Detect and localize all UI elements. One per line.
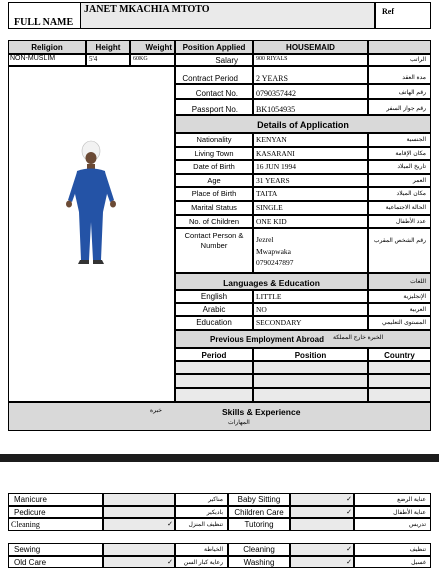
- detail-row-ar: العمر: [368, 174, 431, 188]
- detail-row-value: KENYAN: [253, 133, 368, 147]
- height-value: 5'4: [86, 54, 130, 66]
- skill-name-ar: عناية الأطفال: [354, 506, 431, 519]
- detail-row-value: TAITA: [253, 187, 368, 201]
- applicant-name: JANET MKACHIA MTOTO: [84, 4, 210, 15]
- religion-value: NON-MUSLIM: [8, 54, 86, 66]
- detail-row-ar: الجنسية: [368, 133, 431, 147]
- skill-tick: ✓: [103, 518, 175, 531]
- skill-tick: ✓: [290, 543, 354, 556]
- skill-name: Baby Sitting: [228, 493, 290, 506]
- employment-period-cell: [175, 361, 253, 374]
- skills-ar-sub: المهارات: [228, 420, 250, 426]
- employment-country-header: Country: [368, 348, 431, 361]
- detail-row-label: Place of Birth: [175, 187, 253, 201]
- detail-row-value: ONE KID: [253, 215, 368, 229]
- detail-row-value: KASARANI: [253, 147, 368, 161]
- detail-row-label: Age: [175, 174, 253, 188]
- language-row-value: LITTLE: [253, 290, 368, 303]
- position-row-value: BK1054935: [253, 99, 368, 115]
- employment-position-cell: [253, 388, 368, 402]
- position-row-ar: مدة العقد: [368, 66, 431, 84]
- skill-tick: [103, 506, 175, 519]
- employment-position-header: Position: [253, 348, 368, 361]
- skill-name: Cleaning: [228, 543, 290, 556]
- skill-name-ar: مناكير: [175, 493, 228, 506]
- employment-position-cell: [253, 361, 368, 374]
- contact-line: Jezrel: [256, 235, 274, 244]
- skill-name: Cleaning: [8, 518, 103, 531]
- position-row-value: 2 YEARS: [253, 66, 368, 84]
- religion-header: Religion: [8, 40, 86, 54]
- detail-row-label: Date of Birth: [175, 160, 253, 174]
- contact-line: Mwapwaka: [256, 246, 291, 256]
- position-row-value: 900 RIYALS: [253, 54, 368, 66]
- skill-name: Manicure: [8, 493, 103, 506]
- skill-name-ar: تنظيف: [354, 543, 431, 556]
- detail-row-label: Nationality: [175, 133, 253, 147]
- employment-title-ar: الخبرة خارج المملكة: [333, 335, 384, 341]
- employment-position-cell: [253, 374, 368, 388]
- detail-row-ar: عدد الأطفال: [368, 215, 431, 229]
- ref-label: Ref: [382, 7, 394, 16]
- language-row-ar: العربية: [368, 303, 431, 316]
- employment-title: Previous Employment Abroad: [210, 335, 324, 344]
- skill-name-ar: غسيل: [354, 556, 431, 569]
- language-row-label: Arabic: [175, 303, 253, 316]
- position-row-ar: رقم الهاتف: [368, 84, 431, 99]
- detail-row-label: Living Town: [175, 147, 253, 161]
- detail-row-ar: الحالة الاجتماعية: [368, 201, 431, 215]
- skill-tick: ✓: [290, 493, 354, 506]
- details-title: Details of Application: [175, 115, 431, 133]
- skill-name-ar: باديكير: [175, 506, 228, 519]
- weight-header: Weight: [130, 40, 175, 54]
- skill-tick: ✓: [290, 556, 354, 569]
- contact-person-ar: رقم الشخص المقرب: [368, 228, 431, 273]
- position-ar-cell: [368, 40, 431, 54]
- page-break-band: [0, 454, 439, 462]
- skill-name-ar: رعاية كبار السن: [175, 556, 228, 569]
- languages-title-ar: اللغات: [368, 273, 431, 290]
- detail-row-value: 16 JUN 1994: [253, 160, 368, 174]
- contact-person-value: [253, 228, 368, 273]
- applicant-photo: [56, 138, 126, 276]
- skill-name-ar: تدريس: [354, 518, 431, 531]
- position-row-label: Passport No.: [175, 99, 253, 115]
- employment-period-cell: [175, 374, 253, 388]
- weight-value: 60KG: [130, 54, 175, 66]
- detail-row-value: SINGLE: [253, 201, 368, 215]
- position-row-ar: الراتب: [368, 54, 431, 66]
- detail-row-label: No. of Children: [175, 215, 253, 229]
- language-row-value: NO: [253, 303, 368, 316]
- skill-tick: ✓: [290, 506, 354, 519]
- position-row-label: Contract Period: [175, 66, 253, 84]
- skill-tick: [103, 543, 175, 556]
- position-row-label: Contact No.: [175, 84, 253, 99]
- full-name-label: FULL NAME: [14, 17, 74, 28]
- language-row-ar: الإنجليزية: [368, 290, 431, 303]
- language-row-ar: المستوى التعليمي: [368, 316, 431, 330]
- skill-tick: ✓: [103, 556, 175, 569]
- employment-country-cell: [368, 361, 431, 374]
- detail-row-value: 31 YEARS: [253, 174, 368, 188]
- position-applied-label: Position Applied: [175, 40, 253, 54]
- skill-name: Old Care: [8, 556, 103, 569]
- language-row-label: Education: [175, 316, 253, 330]
- detail-row-label: Marital Status: [175, 201, 253, 215]
- languages-title: Languages & Education: [175, 273, 368, 290]
- position-row-ar: رقم جواز السفر: [368, 99, 431, 115]
- position-row-value: 0790357442: [253, 84, 368, 99]
- skill-tick: [290, 518, 354, 531]
- language-row-label: English: [175, 290, 253, 303]
- skill-name-ar: تنظيف المنزل: [175, 518, 228, 531]
- skills-title: Skills & Experience: [222, 407, 301, 417]
- employment-period-header: Period: [175, 348, 253, 361]
- position-applied-value: HOUSEMAID: [253, 40, 368, 54]
- skill-name-ar: عناية الرضع: [354, 493, 431, 506]
- skill-name: Pedicure: [8, 506, 103, 519]
- language-row-value: SECONDARY: [253, 316, 368, 330]
- skill-name: Washing: [228, 556, 290, 569]
- skill-name: Children Care: [228, 506, 290, 519]
- detail-row-ar: مكان الإقامة: [368, 147, 431, 161]
- detail-row-ar: مكان الميلاد: [368, 187, 431, 201]
- employment-period-cell: [175, 388, 253, 402]
- position-row-label: Salary: [175, 54, 253, 66]
- contact-line: 0790247897: [256, 258, 294, 267]
- skill-name-ar: الخياطة: [175, 543, 228, 556]
- employment-country-cell: [368, 388, 431, 402]
- employment-country-cell: [368, 374, 431, 388]
- skills-ar-left: خبرة: [150, 408, 162, 414]
- skill-name: Tutoring: [228, 518, 290, 531]
- contact-person-label: Contact Person & Number: [175, 228, 253, 273]
- skills-header: [8, 402, 431, 431]
- height-header: Height: [86, 40, 130, 54]
- detail-row-ar: تاريخ الميلاد: [368, 160, 431, 174]
- skill-name: Sewing: [8, 543, 103, 556]
- skill-tick: [103, 493, 175, 506]
